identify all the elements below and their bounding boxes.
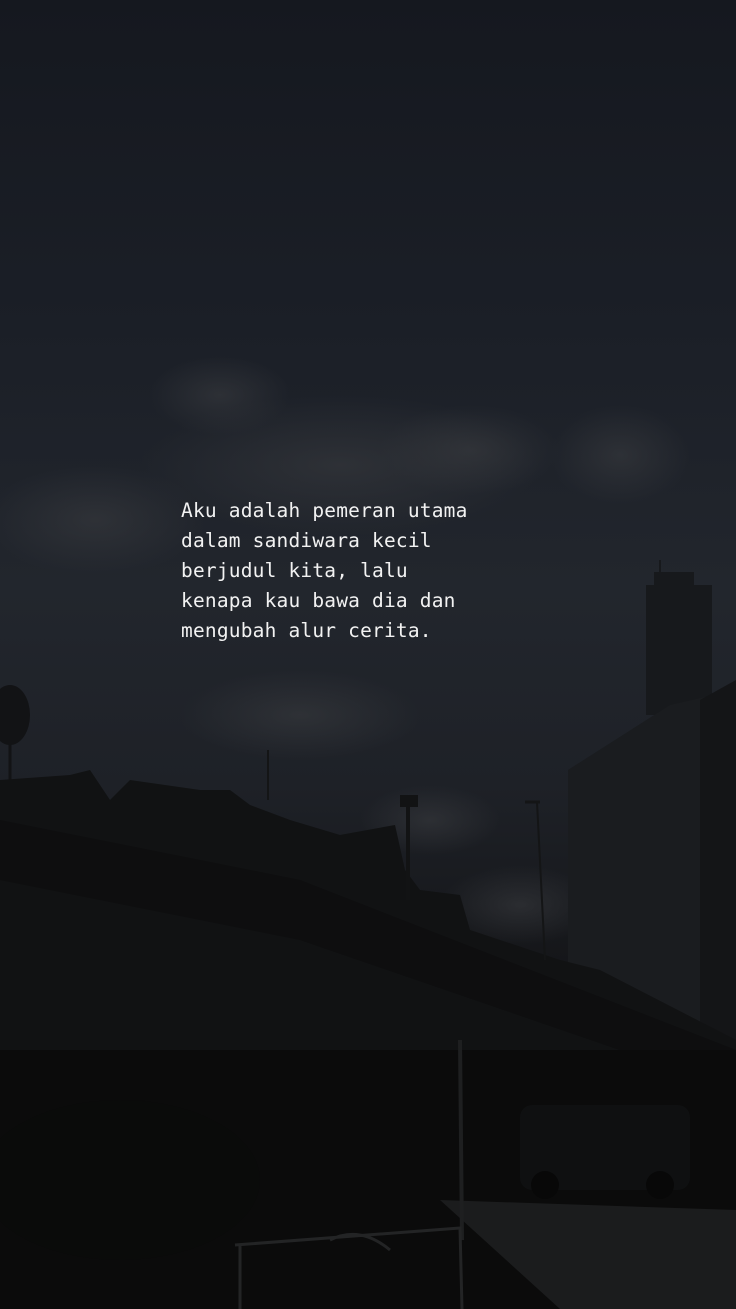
quote-line: kenapa kau bawa dia dan: [181, 589, 456, 612]
satellite-dish: [0, 685, 30, 780]
quote-line: Aku adalah pemeran utama: [181, 499, 468, 522]
quote-line: berjudul kita, lalu: [181, 559, 408, 582]
quote-line: mengubah alur cerita.: [181, 619, 432, 642]
quote-text: [181, 496, 601, 646]
quote-line: dalam sandiwara kecil: [181, 529, 432, 552]
